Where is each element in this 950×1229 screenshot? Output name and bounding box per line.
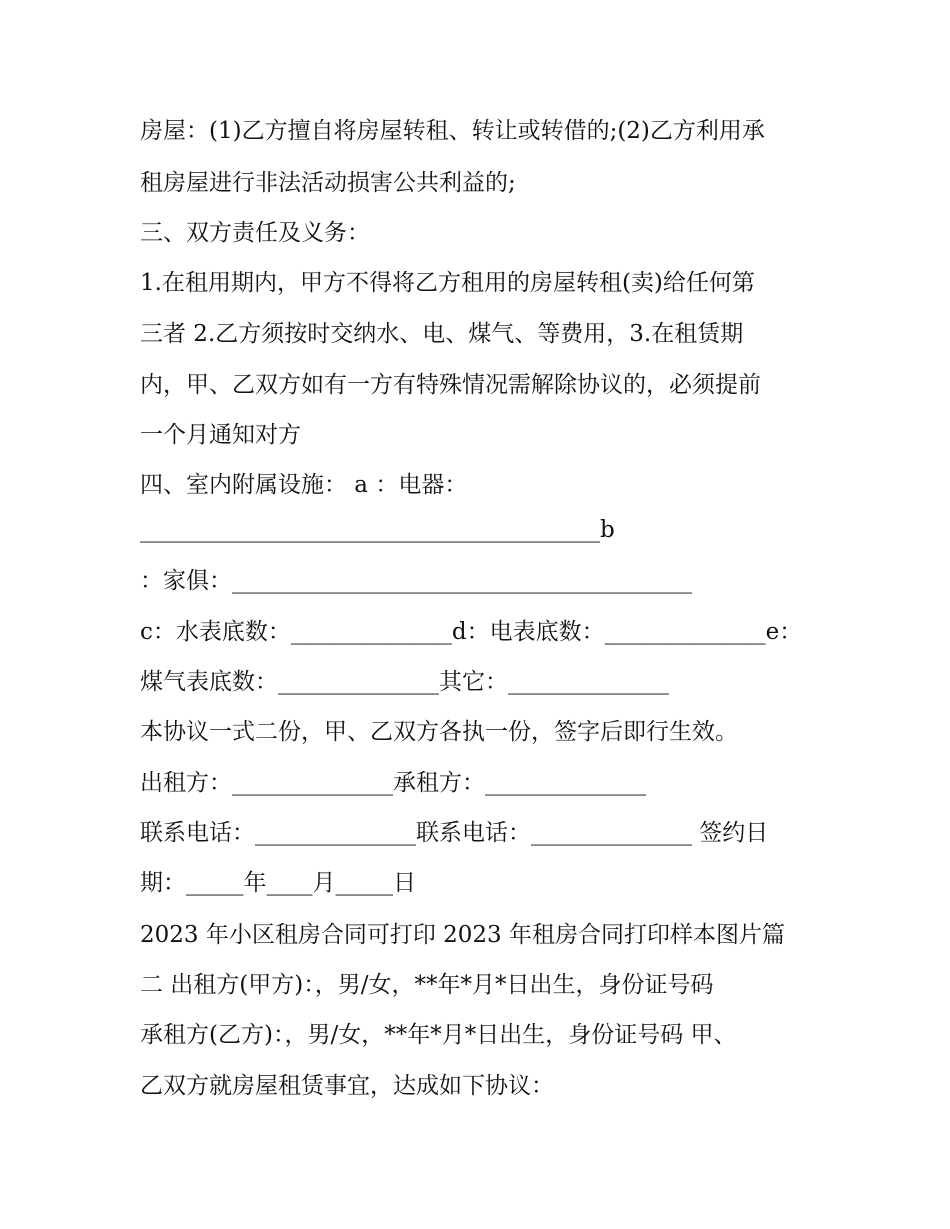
text-line: 1.在租用期内，甲方不得将乙方租用的房屋转租(卖)给任何第 xyxy=(140,270,755,296)
text-line: 期：_____年____月_____日 xyxy=(140,870,416,896)
text-line: 三者 2.乙方须按时交纳水、电、煤气、等费用，3.在租赁期 xyxy=(140,321,744,347)
text-line: 房屋：(1)乙方擅自将房屋转租、转让或转借的;(2)乙方利用承 xyxy=(140,118,765,144)
text-line: ：家俱：________________________________________ xyxy=(140,568,692,594)
text-line: 联系电话：______________联系电话：______________ 签约日 xyxy=(140,820,769,846)
text-line: 乙双方就房屋租赁事宜，达成如下协议： xyxy=(140,1073,554,1099)
text-line: ________________________________________b xyxy=(140,517,615,543)
text-line: 本协议一式二份，甲、乙双方各执一份，签字后即行生效。 xyxy=(140,719,738,745)
section-heading: 三、双方责任及义务： xyxy=(140,220,370,246)
text-line: c：水表底数：______________d：电表底数：______________e： xyxy=(140,619,803,645)
text-line: 出租方：______________承租方：______________ xyxy=(140,770,646,796)
text-line: 二 出租方(甲方)：，男/女，**年*月*日出生，身份证号码 xyxy=(140,972,714,998)
text-line: 2023 年小区租房合同可打印 2023 年租房合同打印样本图片篇 xyxy=(140,922,785,948)
text-line: 承租方(乙方)：，男/女，**年*月*日出生，身份证号码 甲、 xyxy=(140,1022,737,1048)
text-line: 租房屋进行非法活动损害公共利益的; xyxy=(140,170,516,196)
text-line: 一个月通知对方 xyxy=(140,422,301,448)
text-line: 内，甲、乙双方如有一方有特殊情况需解除协议的，必须提前 xyxy=(140,372,761,398)
text-line: 煤气表底数：______________其它：______________ xyxy=(140,669,669,695)
section-heading: 四、室内附属设施： a ：电器： xyxy=(140,472,468,498)
